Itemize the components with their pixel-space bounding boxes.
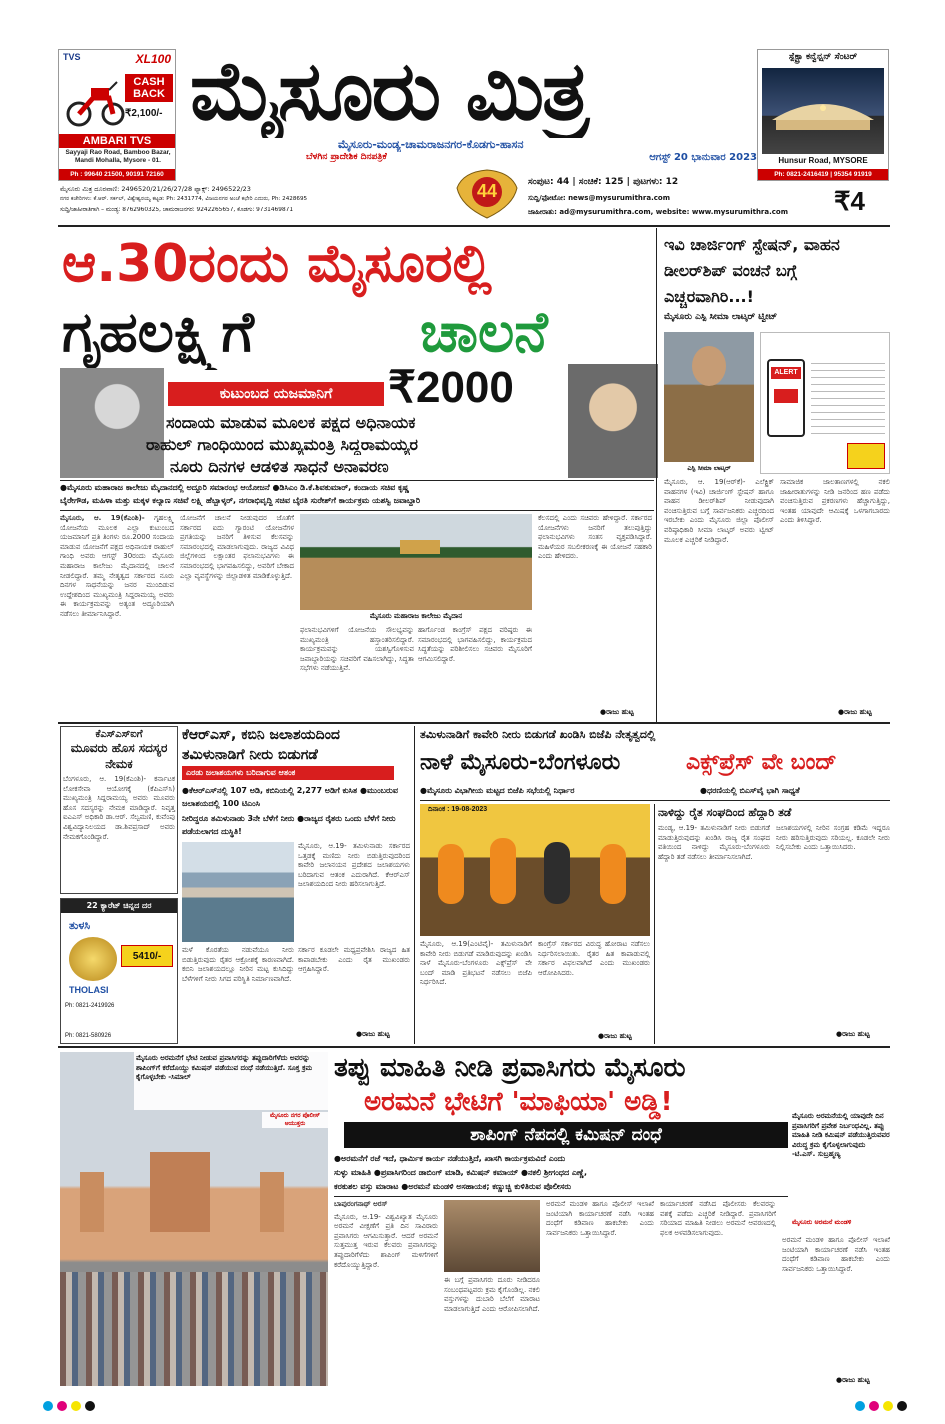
ad-convention-center[interactable] xyxy=(757,49,889,181)
lead-bullet-1: ●ಮೈಸೂರು ಮಹಾರಾಜ ಕಾಲೇಜು ಮೈದಾನದಲ್ಲಿ ಅದ್ಧೂರಿ ಸಮಾರಂಭ ಆಯೋಜನೆ ●ಡಿಸಿಎಂ ಡಿ.ಕೆ.ಶಿವಕುಮಾರ್, ಕಂದಾಯ ಸಚಿವ ಕೃಷ್ಣ xyxy=(60,483,410,492)
ad-phone: Ph: 0821-2416419 | 95354 91919 xyxy=(758,169,888,180)
email-news: ಸುದ್ದಿ/ಫೋಟೋ: news@mysurumithra.com xyxy=(528,194,670,202)
lead-column-3: ಫಲಾನುಭವಿಗಳಿಗೆ ಯೋಜನೆಯ ಸೌಲಭ್ಯವನ್ನು ಮುಖ್ಯಮಂತ್ರಿ ಹಸ್ತಾಂತರಿಸಲಿದ್ದಾರೆ. ಕಾರ್ಯಕ್ರಮವನ್ನು ಯಶಸ್ವಿಗೊಳಿಸುವ ಜವಾಬ್ದಾರಿಯನ್ನು ಸಚಿವರಿಗೆ ವಹಿಸಲಾಗಿದ್ದು, ಸಿದ್ಧತಾ ಸಭೆಗಳು ನಡೆಯುತ್ತಿವೆ. xyxy=(300,626,414,673)
volume: ಸಂಪುಟ: 44 xyxy=(528,177,570,187)
ad-tvs[interactable] xyxy=(58,49,176,181)
alert-label: ALERT xyxy=(771,367,801,379)
expressway-point-1: ●ಮೈಸೂರು ವಿಭಾಗೀಯ ಮಟ್ಟದ ಬಿಜೆಪಿ ಸಭೆಯಲ್ಲಿ ನಿರ್ಧಾರ xyxy=(420,786,575,795)
palace-author: ಬಾಪುರಂಗನಾಥ್ ಅರಸ್ xyxy=(334,1200,388,1208)
tvs-logo: TVS xyxy=(63,52,81,62)
contact-line-1: ಮೈಸೂರು ಮಿತ್ರ ದೂರವಾಣಿ: 2496520/21/26/27/28 ಫ್ಯಾಕ್ಸ್: 2496522/23 xyxy=(60,185,251,193)
cauvery-strap: ಎರಡು ಜಲಾಶಯಗಳು ಬರಿದಾಗುವ ಆತಂಕ xyxy=(182,766,394,780)
palace-headline-2: ಅರಮನೆ ಭೇಟಿಗೆ 'ಮಾಫಿಯಾ' ಅಡ್ಡಿ! xyxy=(364,1087,673,1117)
kpsc-body: ಬೆಂಗಳೂರು, ಆ. 19(ಕೆಎಂಶಿ)- ಕರ್ನಾಟಕ ಲೋಕಸೇವಾ ಆಯೋಗಕ್ಕೆ (ಕೆಪಿಎಸ್‌ಸಿ) ಮುಖ್ಯಮಂತ್ರಿ ಸಿದ್ದರಾಮಯ್ಯ ಅವರು ಮೂವರು ಹೊಸ ಸದಸ್ಯರನ್ನು ನೇಮಕ ಮಾಡಿದ್ದಾರೆ. ನಿವೃತ್ತ ಐಎಎಸ್ ಅಧಿಕಾರಿ ಡಾ.ಆರ್. ಸೆಲ್ವಮಣಿ, ಕುವೆಂಪು ವಿಶ್ವವಿದ್ಯಾನಿಲಯದ ಡಾ.ಶಿವಪ್ರಸಾದ್ ಅವರು ನೇಮಕಗೊಂಡಿದ್ದಾರೆ. xyxy=(63,775,175,841)
lead-column-5: ಕೆಲಸದಲ್ಲಿ ಎಂದು ಸಚಿವರು ಹೇಳಿದ್ದಾರೆ. ಸರ್ಕಾರದ ಯೋಜನೆಗಳು ಜನರಿಗೆ ತಲುಪುತ್ತಿದ್ದು ಫಲಾನುಭವಿಗಳು ಸಂತಸ ವ್ಯಕ್ತಪಡಿಸಿದ್ದಾರೆ. ಮಹಿಳೆಯರ ಸಬಲೀಕರಣಕ್ಕೆ ಈ ಯೋಜನೆ ಸಹಕಾರಿ ಎಂದು ಹೇಳಿದರು. xyxy=(538,514,652,561)
ad-title: ಸ್ಪೆಕ್ಟ್ರಾ ಕನ್ವೆನ್ಷನ್ ಸೆಂಟರ್ xyxy=(788,52,858,62)
dealer-address: Sayyaji Rao Road, Bamboo Bazar, Mandi Mohalla, Mysore - 01. xyxy=(65,149,171,164)
dealer-phone: Ph : 99640 21500, 90191 72160 xyxy=(59,169,175,180)
kpsc-box xyxy=(60,726,178,894)
expressway-headline-a: ನಾಳೆ ಮೈಸೂರು-ಬೆಂಗಳೂರು xyxy=(420,750,621,775)
sp-photo xyxy=(664,332,754,462)
cashback-amount: ₹2,100/- xyxy=(125,108,163,119)
cashback-label: CASH BACK xyxy=(125,74,173,102)
college-ground-caption: ಮೈಸೂರು ಮಹಾರಾಜ ಕಾಲೇಜು ಮೈದಾನ xyxy=(369,612,463,620)
expressway-col-2: ಕಾಂಗ್ರೆಸ್ ಸರ್ಕಾರದ ವಿರುದ್ಧ ಹೋರಾಟ ನಡೆಸಲು ನಿರ್ಧರಿಸಲಾಯಿತು. ರೈತರ ಹಿತ ಕಾಪಾಡುವಲ್ಲಿ ಸರ್ಕಾರ ವಿಫಲವಾಗಿದೆ ಎಂದು ಮುಖಂಡರು ಆರೋಪಿಸಿದರು. xyxy=(538,940,650,977)
palace-col-1 xyxy=(334,1200,438,1386)
palace-col-1-text: ಮೈಸೂರು, ಆ.19- ವಿಶ್ವವಿಖ್ಯಾತ ಮೈಸೂರು ಅರಮನೆ ವೀಕ್ಷಣೆಗೆ ಪ್ರತಿ ದಿನ ಸಾವಿರಾರು ಪ್ರವಾಸಿಗರು ಆಗಮಿಸುತ್ತಾರೆ. ಆದರೆ ಅರಮನೆ ಸುತ್ತಮುತ್ತ ಇರುವ ಕೆಲವರು ಪ್ರವಾಸಿಗರನ್ನು ತಪ್ಪುದಾರಿಗೆಳೆದು ಶಾಪಿಂಗ್ ಮಳಿಗೆಗಳಿಗೆ ಕರೆದೊಯ್ಯುತ್ತಿದ್ದಾರೆ. xyxy=(334,1212,438,1269)
sp-caption: ಎಸ್ಪಿ ಸೀಮಾ ಲಾಟ್ಕರ್ xyxy=(687,464,731,472)
gold-brand-en: THOLASI xyxy=(69,985,109,995)
cauvery-headline: ತಮಿಳುನಾಡಿಗೆ ನೀರು ಬಿಡುಗಡೆ xyxy=(182,747,318,763)
farmers-col-1: ಮಂಡ್ಯ, ಆ.19- ತಮಿಳುನಾಡಿಗೆ ನೀರು ಬಿಡುಗಡೆ ಮಾಡುತ್ತಿರುವುದನ್ನು ಖಂಡಿಸಿ ರಾಜ್ಯ ರೈತ ಸಂಘದ ವತಿಯಿಂದ ನಾಳಿದ್ದು ಮೈಸೂರು-ಬೆಂಗಳೂರು ಹೆದ್ದಾರಿ ತಡೆ ನಡೆಸಲು ತೀರ್ಮಾನಿಸಲಾಗಿದೆ. xyxy=(658,824,770,861)
anniversary-number: 44 xyxy=(476,181,498,201)
right-story-headline: ಇವಿ ಚಾರ್ಜಿಂಗ್ ಸ್ಟೇಷನ್, ವಾಹನ ಡೀಲರ್‌ಶಿಪ್ ವಂಚನೆ ಬಗ್ಗೆ ಎಚ್ಚರವಾಗಿರಿ...! xyxy=(664,235,840,306)
masthead-date: ಆಗಸ್ಟ್ 20 ಭಾನುವಾರ 2023 xyxy=(649,152,757,163)
cauvery-point-2: ನೀರಿದ್ದರೂ ತಮಿಳುನಾಡು 3ನೇ ಬೆಳೆಗೆ ನೀರು ●ರಾಜ್ಯದ ರೈತರು ಒಂದು ಬೆಳೆಗೆ ನೀರು ಪಡೆಯಲಾಗದ ದುಸ್ಥಿತಿ! xyxy=(182,814,396,836)
college-ground-photo xyxy=(300,514,532,610)
contact-line-2: ನಗರ ಕಚೇರಿಗಳು: ಕೆ.ಆರ್. ಸರ್ಕಲ್, ವಿಶ್ವೇಶ್ವರಯ್ಯ ಕಟ್ಟಡ: Ph: 2431774, ವಿಜಯನಗರ ಅಂಚೆ ಕಛೇರಿ ಎದುರು, Ph: 2428695 xyxy=(60,196,308,202)
rahul-photo xyxy=(568,364,658,478)
lead-column-4: ಹಾರ್ಗೊಂಡ ಕಾಂಗ್ರೆಸ್ ಪಕ್ಷದ ವರಿಷ್ಠರು ಈ ಸಮಾರಂಭದಲ್ಲಿ ಭಾಗವಹಿಸಲಿದ್ದು, ಕಾರ್ಯಕ್ರಮದ ಸಿದ್ಧತೆಯನ್ನು ಪರಿಶೀಲಿಸಲು ಸಚಿವರು ಮೈಸೂರಿಗೆ ಆಗಮಿಸಲಿದ್ದಾರೆ. xyxy=(418,626,532,663)
expressway-byline: ●ರಾಜು ಹುಟ್ಟ xyxy=(598,1032,632,1040)
gold-rate-title: 22 ಕ್ಯಾರೆಟ್ ಚಿನ್ನದ ದರ xyxy=(61,899,177,913)
expressway-col-1: ಮೈಸೂರು, ಆ.19(ಎಂಟಿವೈ)- ತಮಿಳುನಾಡಿಗೆ ಕಾವೇರಿ ನೀರು ಬಿಡುಗಡೆ ಮಾಡಿರುವುದನ್ನು ಖಂಡಿಸಿ ನಾಳೆ ಮೈಸೂರು-ಬೆಂಗಳೂರು ಎಕ್ಸ್‌ಪ್ರೆಸ್ ವೇ ಬಂದ್ ಮಾಡಿ ಪ್ರತಿಭಟನೆ ನಡೆಸಲು ಬಿಜೆಪಿ ನಿರ್ಧರಿಸಿದೆ. xyxy=(420,940,532,987)
lead-col-1-text: ಗೃಹಲಕ್ಷ್ಮಿ ಯೋಜನೆಯ ಮೂಲಕ ಎಲ್ಲಾ ಕುಟುಂಬದ ಯಜಮಾನಿಗೆ ಪ್ರತಿ ತಿಂಗಳು ರೂ.2000 ಸಂದಾಯ ಮಾಡುವ ಯೋಜನೆಗೆ ಪಕ್ಷದ ಅಧಿನಾಯಕ ರಾಹುಲ್ ಗಾಂಧಿ ಅವರು ಆಗಸ್ಟ್ 30ರಂದು ಮೈಸೂರು ಮಹಾರಾಜ ಕಾಲೇಜು ಮೈದಾನದಲ್ಲಿ ಚಾಲನೆ ನೀಡಲಿದ್ದಾರೆ. ತಮ್ಮ ನೇತೃತ್ವದ ಸರ್ಕಾರದ ನೂರು ದಿನಗಳ ಸಾಧನೆಯನ್ನು ಜನರ ಮುಂದಿಡುವ ಉದ್ದೇಶದಿಂದ ಮುಖ್ಯಮಂತ್ರಿ ಸಿದ್ದರಾಮಯ್ಯ ಅವರು ಈ ಕಾರ್ಯಕ್ರಮವನ್ನು ಅತ್ಯಂತ ಅದ್ಧೂರಿಯಾಗಿ ನಡೆಸಲು ತೀರ್ಮಾನಿಸಿದ್ದಾರೆ. xyxy=(60,514,174,618)
contact-line-3: ಸುದ್ದಿ/ಜಾಹೀರಾತಿಗಾಗಿ – ಮಂಡ್ಯ: 8762960325, ಚಾಮರಾಜನಗರ: 9242265657, ಕೊಡಗು: 9731469871 xyxy=(60,207,294,213)
photo-date-stamp: ದಿನಾಂಕ : 19-08-2023 xyxy=(428,806,488,813)
cauvery-col-1: ಮೈಸೂರು, ಆ.19- ತಮಿಳುನಾಡು ಸರ್ಕಾರದ ಒತ್ತಡಕ್ಕೆ ಮಣಿದು ನೀರು ಬಿಡುತ್ತಿರುವುದರಿಂದ ಕಾವೇರಿ ಜಲಾನಯನ ಪ್ರದೇಶದ ಜಲಾಶಯಗಳು ಬರಿದಾಗುವ ಆತಂಕ ಎದುರಾಗಿದೆ. ಕೆಆರ್‌ಎಸ್ ಜಲಾಶಯದಿಂದ ನೀರು ಹರಿಸಲಾಗುತ್ತಿದೆ. xyxy=(298,842,410,889)
issue-number: ಸಂಚಿಕೆ: 125 xyxy=(578,177,624,187)
expressway-point-2: ●ಧರಣಿಯಲ್ಲಿ ಬಿಎಸ್‌ವೈ ಭಾಗಿ ಸಾಧ್ಯತೆ xyxy=(700,786,800,795)
gold-rate: 5410/- xyxy=(121,945,173,967)
dealer-name: AMBARI TVS xyxy=(59,134,175,148)
anniversary-badge xyxy=(453,166,521,222)
cauvery-byline: ●ರಾಜು ಹುಟ್ಟ xyxy=(356,1030,390,1038)
masthead-districts: ಮೈಸೂರು-ಮಂಡ್ಯ-ಚಾಮರಾಜನಗರ-ಕೊಡಗು-ಹಾಸನ xyxy=(338,138,524,151)
cm-photo xyxy=(60,368,164,478)
masthead-title: ಮೈಸೂರು ಮಿತ್ರ xyxy=(190,46,587,138)
bjp-meeting-photo xyxy=(420,804,650,936)
right-story-col-2: ಸಾಮಾಜಿಕ ಜಾಲತಾಣಗಳಲ್ಲಿ ನಕಲಿ ಜಾಹೀರಾತುಗಳನ್ನು ನೀಡಿ ಜನರಿಂದ ಹಣ ಪಡೆದು ವಂಚಿಸುತ್ತಿರುವ ಪ್ರಕರಣಗಳು ಹೆಚ್ಚಾಗುತ್ತಿದ್ದು, ಇಂತಹ ಯಾವುದೇ ಆಮಿಷಕ್ಕೆ ಒಳಗಾಗಬಾರದು ಎಂದು ತಿಳಿಸಿದ್ದಾರೆ. xyxy=(780,478,890,525)
palace-quote-credit: ಮೈಸೂರು ನಗರ ಪೊಲೀಸ್ ಆಯುಕ್ತರು xyxy=(262,1112,328,1128)
gold-phone-2: Ph: 0821-580926 xyxy=(65,1033,112,1039)
issue-info: ಸಂಪುಟ: 44 | ಸಂಚಿಕೆ: 125 | ಪುಟಗಳು: 12 xyxy=(528,177,679,187)
tvs-model: XL100 xyxy=(135,52,171,66)
ad-address: Hunsur Road, MYSORE xyxy=(778,156,868,165)
gold-phone-1: Ph: 0821-2419926 xyxy=(65,1003,115,1009)
masthead-tagline: ಬೆಳಗಿನ ಪ್ರಾದೇಶಿಕ ದಿನಪತ್ರಿಕೆ xyxy=(306,152,387,162)
right-story-subhead: ಮೈಸೂರು ಎಸ್ಪಿ ಸೀಮಾ ಲಾಟ್ಕರ್ ಟ್ವೀಟ್ xyxy=(664,312,778,322)
building-image xyxy=(762,68,884,154)
print-registration-marks xyxy=(40,1398,910,1412)
cauvery-col-3: ಸರ್ಕಾರ ಕೂಡಲೇ ಮಧ್ಯಪ್ರವೇಶಿಸಿ ರಾಜ್ಯದ ಹಿತ ಕಾಪಾಡಬೇಕು ಎಂದು ರೈತ ಮುಖಂಡರು ಆಗ್ರಹಿಸಿದ್ದಾರೆ. xyxy=(298,946,410,974)
lead-column-2: ಯೋಜನೆಗೆ ಚಾಲನೆ ನೀಡುವುದರ ಜೊತೆಗೆ ಸರ್ಕಾರದ ಐದು ಗ್ಯಾರಂಟಿ ಯೋಜನೆಗಳ ಪ್ರಗತಿಯನ್ನು ಜನರಿಗೆ ತಿಳಿಸುವ ಕೆಲಸವನ್ನು ಸಮಾರಂಭದಲ್ಲಿ ಮಾಡಲಾಗುವುದು. ರಾಜ್ಯದ ವಿವಿಧ ಜಿಲ್ಲೆಗಳಿಂದ ಲಕ್ಷಾಂತರ ಫಲಾನುಭವಿಗಳು ಈ ಸಮಾರಂಭದಲ್ಲಿ ಭಾಗವಹಿಸಲಿದ್ದು, ಅವರಿಗೆ ಬೇಕಾದ ಎಲ್ಲಾ ವ್ಯವಸ್ಥೆಗಳನ್ನು ಜಿಲ್ಲಾಡಳಿತ ಮಾಡಿಕೊಳ್ಳುತ್ತಿದೆ. xyxy=(180,514,294,580)
lead-sub-3: ನೂರು ದಿನಗಳ ಆಡಳಿತ ಸಾಧನೆ ಅನಾವರಣ xyxy=(170,457,389,476)
lead-headline-2a: ಗೃಹಲಕ್ಷ್ಮಿಗೆ xyxy=(62,300,254,365)
page-count: ಪುಟಗಳು: 12 xyxy=(633,177,679,187)
right-story-byline: ●ರಾಜು ಹುಟ್ಟ xyxy=(838,708,872,716)
palace-headline-1: ತಪ್ಪು ಮಾಹಿತಿ ನೀಡಿ ಪ್ರವಾಸಿಗರು ಮೈಸೂರು xyxy=(334,1053,686,1083)
palace-point-1: ●ಅರಮನೆಗೆ ರಜೆ ಇದೆ, ಧಾರ್ಮಿಕ ಕಾರ್ಯ ನಡೆಯುತ್ತಿದೆ, ಖಾಸಗಿ ಕಾರ್ಯಕ್ರಮವಿದೆ ಎಂದು xyxy=(334,1154,566,1163)
lead-column-1 xyxy=(60,514,174,720)
lead-amount: ₹2000 xyxy=(388,364,514,412)
palace-col-5: ಅರಮನೆ ಮಂಡಳಿ ಹಾಗೂ ಪೊಲೀಸ್ ಇಲಾಖೆ ಜಂಟಿಯಾಗಿ ಕಾರ್ಯಾಚರಣೆ ನಡೆಸಿ ಇಂತಹ ದಂಧೆಗೆ ಕಡಿವಾಣ ಹಾಕಬೇಕು ಎಂದು ಸಾರ್ವಜನಿಕರು ಒತ್ತಾಯಿಸಿದ್ದಾರೆ. xyxy=(782,1236,890,1273)
expressway-headline-b: ಎಕ್ಸ್‌ಪ್ರೆಸ್ ವೇ ಬಂದ್ xyxy=(686,750,837,775)
palace-inset-photo xyxy=(444,1200,540,1272)
dam-photo xyxy=(182,842,294,942)
palace-banner: ಶಾಪಿಂಗ್ ನೆಪದಲ್ಲಿ ಕಮಿಷನ್ ದಂಧೆ xyxy=(344,1122,788,1148)
palace-col-4: ಕಾರ್ಯಾಚರಣೆ ನಡೆಸಿದ ಪೊಲೀಸರು ಕೆಲವರನ್ನು ವಶಕ್ಕೆ ಪಡೆದು ಎಚ್ಚರಿಕೆ ನೀಡಿದ್ದಾರೆ. ಪ್ರವಾಸಿಗರಿಗೆ ಸರಿಯಾದ ಮಾಹಿತಿ ನೀಡಲು ಅರಮನೆ ಆವರಣದಲ್ಲಿ ಫಲಕ ಅಳವಡಿಸಲಾಗುವುದು. xyxy=(660,1200,776,1237)
alert-graphic xyxy=(760,332,890,474)
kpsc-kicker: ಕೆಎಸ್ಎಸ್ಐಗೆ xyxy=(95,729,143,740)
lead-bullet-2: ಬೈರೇಗೌಡ, ಮಹಿಳಾ ಮತ್ತು ಮಕ್ಕಳ ಕಲ್ಯಾಣ ಸಚಿವೆ ಲಕ್ಷ್ಮಿ ಹೆಬ್ಬಾಳ್ಕರ್, ನಗರಾಭಿವೃದ್ಧಿ ಸಚಿವ ಬೈರತಿ ಸುರೇಶ್‌ಗೆ ಕಾರ್ಯಕ್ರಮ ಯಶಸ್ವಿ ಜವಾಬ್ದಾರಿ xyxy=(60,496,421,505)
cauvery-point-1: ●ಕೆಆರ್‌ಎಸ್‌ನಲ್ಲಿ 107 ಅಡಿ, ಕಬಿನಿಯಲ್ಲಿ 2,277 ಅಡಿಗೆ ಕುಸಿತ ●ಮುಂಬರುವ ಜಲಾಶಯದಲ್ಲಿ 100 ಟಿಎಂಸಿ xyxy=(182,786,398,808)
palace-col-3: ಅರಮನೆ ಮಂಡಳಿ ಹಾಗೂ ಪೊಲೀಸ್ ಇಲಾಖೆ ಜಂಟಿಯಾಗಿ ಕಾರ್ಯಾಚರಣೆ ನಡೆಸಿ ಇಂತಹ ದಂಧೆಗೆ ಕಡಿವಾಣ ಹಾಕಬೇಕು ಎಂದು ಸಾರ್ವಜನಿಕರು ಒತ್ತಾಯಿಸಿದ್ದಾರೆ. xyxy=(546,1200,654,1237)
palace-right-quote: ಮೈಸೂರು ಅರಮನೆಯಲ್ಲಿ ಯಾವುದೇ ದಿನ ಪ್ರವಾಸಿಗರಿಗೆ ಪ್ರವೇಶ ನಿರ್ಬಂಧವಿಲ್ಲ. ತಪ್ಪು ಮಾಹಿತಿ ನೀಡಿ ಕಮಿಷನ್ ಪಡೆಯುತ್ತಿರುವವರ ವಿರುದ್ಧ ಕ್ರಮ ಕೈಗೊಳ್ಳಲಾಗುವುದು -ಟಿ.ಎಸ್. ಸುಬ್ರಹ್ಮಣ್ಯ xyxy=(792,1112,890,1158)
palace-byline: ●ರಾಜು ಹುಟ್ಟ xyxy=(836,1376,870,1384)
gold-rate-ad[interactable] xyxy=(60,898,178,1044)
lead-headline-1: ಆ.30ರಂದು ಮೈಸೂರಲ್ಲಿ xyxy=(62,234,492,294)
email-ads: ಜಾಹೀರಾತು: ad@mysurumithra.com, website: www.mysurumithra.com xyxy=(528,208,789,216)
palace-col-2: ಈ ಬಗ್ಗೆ ಪ್ರವಾಸಿಗರು ದೂರು ನೀಡಿದರೂ ಸಂಬಂಧಪಟ್ಟವರು ಕ್ರಮ ಕೈಗೊಂಡಿಲ್ಲ. ನಕಲಿ ವಸ್ತುಗಳನ್ನು ದುಬಾರಿ ಬೆಲೆಗೆ ಮಾರಾಟ ಮಾಡಲಾಗುತ್ತಿದೆ ಎಂದು ಆರೋಪಿಸಲಾಗಿದೆ. xyxy=(444,1276,540,1313)
palace-right-quote-credit: ಮೈಸೂರು ಅರಮನೆ ಮಂಡಳಿ xyxy=(792,1218,852,1226)
lead-dateline: ಮೈಸೂರು, ಆ. 19(ಕೆಎಂಶಿ)- xyxy=(60,514,145,522)
cauvery-col-2: ಮಳೆ ಕೊರತೆಯ ನಡುವೆಯೂ ನೀರು ಬಿಡುತ್ತಿರುವುದು ರೈತರ ಆಕ್ರೋಶಕ್ಕೆ ಕಾರಣವಾಗಿದೆ. ಕಬಿನಿ ಜಲಾಶಯದಲ್ಲೂ ನೀರಿನ ಮಟ್ಟ ಕುಸಿದಿದ್ದು ಬೆಳೆಗಳಿಗೆ ನೀರು ಸಿಗದ ಪರಿಸ್ಥಿತಿ ನಿರ್ಮಾಣವಾಗಿದೆ. xyxy=(182,946,294,983)
lead-byline: ●ರಾಜು ಹುಟ್ಟ xyxy=(600,708,634,716)
palace-point-3: ಕರಕುಶಲ ವಸ್ತು ಮಾರಾಟ ●ಅರಮನೆ ಮಂಡಳಿ ಅಸಹಾಯಕ; ಕಣ್ಣುಚ್ಚಿ ಕುಳಿತಿರುವ ಪೊಲೀಸರು xyxy=(334,1182,571,1191)
lead-sub-1: ಸಂದಾಯ ಮಾಡುವ ಮೂಲಕ ಪಕ್ಷದ ಅಧಿನಾಯಕ xyxy=(166,413,416,432)
farmers-col-2: ಜಲಾಶಯಗಳಲ್ಲಿ ನೀರಿನ ಸಂಗ್ರಹ ಕಡಿಮೆ ಇದ್ದರೂ ನೀರು ಹರಿಸುತ್ತಿರುವುದು ಸರಿಯಲ್ಲ. ಕೂಡಲೇ ನೀರು ನಿಲ್ಲಿಸಬೇಕು ಎಂದು ಒತ್ತಾಯಿಸಿದರು. xyxy=(776,824,890,852)
lead-banner: ಕುಟುಂಬದ ಯಜಮಾನಿಗೆ xyxy=(168,382,384,406)
palace-point-2: ಸುಳ್ಳು ಮಾಹಿತಿ ●ಪ್ರವಾಸಿಗರಿಂದ ಡಾಬಿಂಗ್ ಮಾಡಿ, ಕಮಿಷನ್ ಕಮಾಯ್ ●ನಕಲಿ ಶ್ರೀಗಂಧದ ಎಣ್ಣೆ, xyxy=(334,1168,588,1177)
expressway-kicker: ತಮಿಳುನಾಡಿಗೆ ಕಾವೇರಿ ನೀರು ಬಿಡುಗಡೆ ಖಂಡಿಸಿ ಬಿಜೆಪಿ ನೇತೃತ್ವದಲ್ಲಿ xyxy=(420,728,656,741)
motorbike-image xyxy=(65,70,125,130)
lead-headline-2b: ಚಾಲನೆ xyxy=(420,300,548,365)
price: ₹4 xyxy=(834,186,866,216)
right-story-col-1: ಮೈಸೂರು, ಆ. 19(ಆರ್‌ಕೆ)- ಎಲೆಕ್ಟ್ರಿಕ್ ವಾಹನಗಳ (ಇವಿ) ಚಾರ್ಜಿಂಗ್ ಸ್ಟೇಷನ್ ಹಾಗೂ ವಾಹನ ಡೀಲರ್‌ಶಿಪ್ ನೀಡುವುದಾಗಿ ವಂಚಿಸುತ್ತಿರುವ ಬಗ್ಗೆ ಸಾರ್ವಜನಿಕರು ಎಚ್ಚರದಿಂದ ಇರಬೇಕು ಎಂದು ಮೈಸೂರು ಜಿಲ್ಲಾ ಪೊಲೀಸ್ ವರಿಷ್ಠಾಧಿಕಾರಿ ಸೀಮಾ ಲಾಟ್ಕರ್ ಅವರು ಟ್ವೀಟ್ ಮೂಲಕ ಎಚ್ಚರಿಕೆ ನೀಡಿದ್ದಾರೆ. xyxy=(664,478,774,544)
lead-sub-2: ರಾಹುಲ್ ಗಾಂಧಿಯಿಂದ ಮುಖ್ಯಮಂತ್ರಿ ಸಿದ್ದರಾಮಯ್ಯರ xyxy=(146,435,418,454)
gold-brand: ತುಳಸಿ xyxy=(69,919,91,932)
jewellery-image xyxy=(69,937,117,981)
kpsc-headline: ಮೂವರು ಹೊಸ ಸದಸ್ಯರ ನೇಮಕ xyxy=(70,741,168,771)
palace-quote: ಮೈಸೂರು ಅರಮನೆಗೆ ಭೇಟಿ ನೀಡುವ ಪ್ರವಾಸಿಗರನ್ನು ತಪ್ಪುದಾರಿಗೆಳೆದು ಅವರನ್ನು ಶಾಪಿಂಗ್‌ಗೆ ಕರೆದೊಯ್ದು ಕಮಿಷನ್ ಪಡೆಯುವ ದಂಧೆ ನಡೆಯುತ್ತಿದೆ. ಸೂಕ್ತ ಕ್ರಮ ಕೈಗೊಳ್ಳಬೇಕು -ಸಿಮಾಲ್ xyxy=(134,1052,328,1110)
farmers-headline: ನಾಳಿದ್ದು ರೈತ ಸಂಘದಿಂದ ಹೆದ್ದಾರಿ ತಡೆ xyxy=(658,806,792,819)
farmers-byline: ●ರಾಜು ಹುಟ್ಟ xyxy=(836,1030,870,1038)
cauvery-kicker: ಕೆಆರ್‌ಎಸ್, ಕಬಿನಿ ಜಲಾಶಯದಿಂದ xyxy=(182,727,340,743)
